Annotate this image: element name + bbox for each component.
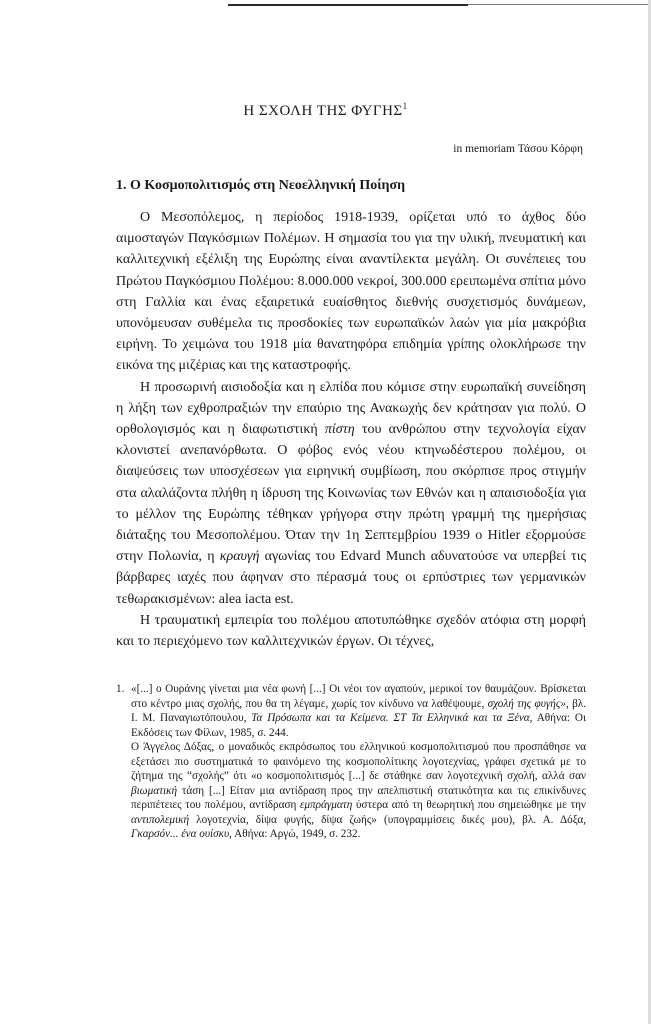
footnotes [116,682,586,842]
paragraph-2-text-c: αγωνίας του Edvard Munch αδυνατούσε να υπερβεί τις βάρβαρες ιαχές που άφηναν στο πέρασμά τους οι ερπύστριες των γερμανικών τεθωρακισμένων: alea iacta est. [116,549,586,607]
footnote-2-text-a: Ο Άγγελος Δόξας, ο μοναδικός εκπρόσωπος του ελληνικού κοσμοπολιτισμού που προσπάθησε να εξετάσει πιο συστηματικά το φαινόμενο της κοσμοπολίτικης λογοτεχνίας, γράφει σχετικά με το ζήτημα της “σχολής” ότι «ο κοσμοπολιτισμός [...] δε στάθηκε σαν λογοτεχνική σχολή, αλλά σαν [131,741,586,782]
paragraph-3: Η τραυματική εμπειρία του πολέμου αποτυπώθηκε σχεδόν ατόφια στη μορφή και το περιεχόμενο των καλλιτεχνικών έργων. Οι τέχνες, [116,612,586,650]
footnote-1-text-a: «[...] ο Ουράνης γίνεται μια νέα φωνή [...] Οι νέοι τον αγαπούν, μερικοί τον θαυμάζουν. Βρίσκεται στο κέντρο μιας σχολής, που θα τη λέγαμε, χωρίς τον κίνδυνο να λαθέψουμε, [131,683,586,710]
footnote-2-text-e: Αθήνα: Αργώ, 1949, σ. 232. [231,828,361,840]
footnote-2-text-d: λογοτεχνία, δίψα φυγής, δίψα ζωής» (υπογραμμίσεις δικές μου), βλ. Α. Δόξα, [189,813,586,826]
footnote-2-text-c: ύστερα από τη θεωρητική που σημειώθηκε με την [352,799,586,811]
footnote-2-italic-2: εμπράγματη [299,799,353,811]
body-text [116,207,586,652]
paragraph-2-italic-2: κραυγή [219,549,260,565]
chapter-title-text: Η ΣΧΟΛΗ ΤΗΣ ΦΥΓΗΣ [243,103,403,119]
paragraph-1: Ο Μεσοπόλεμος, η περίοδος 1918-1939, ορίζεται υπό το άχθος δύο αιμοσταγών Παγκόσμιων Πολέμων. Η σημασία του για την υλική, πνευματική και καλλιτεχνική εξέλιξη της Ευρώπης είναι αναντίλεκτα μεγάλη. Οι συνέπειες του Πρώτου Παγκόσμιου Πολέμου: 8.000.000 νεκροί, 300.000 ερειπωμένα σπίτια μόνο στη Γαλλία και ένας εξαιρετικά ευαίσθητος διεθνής συσχετισμός δυνάμεων, υπονόμευσαν συθέμελα τις προσδοκίες των ευρωπαϊκών λαών για μία μακρόβια ειρήνη. Το χειμώνα του 1918 μία θανατηφόρα επιδημία γρίπης ολοκλήρωσε την εικόνα της μιζέριας και της καταστροφής. [116,210,586,374]
section-heading: 1. Ο Κοσμοπολιτισμός στη Νεοελληνική Ποίηση [116,178,406,193]
top-scan-rule-fade [468,4,651,5]
footnote-1-italic-1: σχολή της φυγής» [487,697,566,710]
footnote-1 [116,682,586,740]
footnote-1-text-b: , βλ. Ι. Μ. Παναγιωτόπουλου, [131,697,586,724]
footnote-2-text-b: τάση [...] Είταν μια αντίδραση προς την απελπιστική στατικότητα και τις επικίνδυνες περιπέτειες του πολέμου, αντίδραση [131,784,586,811]
footnote-2-italic-1: βιωματική [131,784,178,797]
dedication: in memoriam Τάσου Κόρφη [453,143,583,155]
paragraph-2-text-b: του ανθρώπου στην τεχνολογία είχαν κλονιστεί ανεπανόρθωτα. Ο φόβος ενός νέου κτηνωδέστερου πολέμου, οι διαψεύσεις των υποσχέσεων για ειρηνική συμβίωση, που σκόρπισε προς στιγμήν στα αλαλάζοντα πλήθη η ίδρυση της Κοινωνίας των Εθνών και η απαισιοδοξία για το μέλλον της Ευρώπης τέθηκαν γρήγορα στην πρώτη γραμμή της ημερήσιας διάταξης του Μεσοπολέμου. Όταν την 1η Σεπτεμβρίου 1939 ο Hitler εξορμούσε στην Πολωνία, η [116,422,586,565]
chapter-title [0,101,651,120]
paragraph-2-italic-1: πίστη [324,422,355,438]
title-footnote-ref: 1 [402,101,408,111]
footnote-2-italic-3: αντιπολεμική [131,813,190,826]
footnote-1-italic-2: Τα Πρόσωπα και τα Κείμενα. ΣΤ Τα Ελληνικά και τα Ξένα, [251,712,533,724]
footnote-1-number: 1. [116,683,125,695]
footnote-1-continuation [116,740,586,842]
top-scan-rule [228,4,468,6]
footnote-1-text-c: Αθήνα: Οι Εκδόσεις των Φίλων, 1985, σ. 244. [131,712,587,739]
paragraph-2 [116,377,586,610]
footnote-2-italic-4: Γκαρσόν... ένα ουίσκυ, [131,828,232,840]
paragraph-2-text-a: Η προσωρινή αισιοδοξία και η ελπίδα που κόμισε στην ευρωπαϊκή συνείδηση η λήξη των εχθροπραξιών την επαύριο της Ανακωχής δεν κράτησαν για πολύ. Ο ορθολογισμός και η διαφωτιστική [116,379,586,438]
